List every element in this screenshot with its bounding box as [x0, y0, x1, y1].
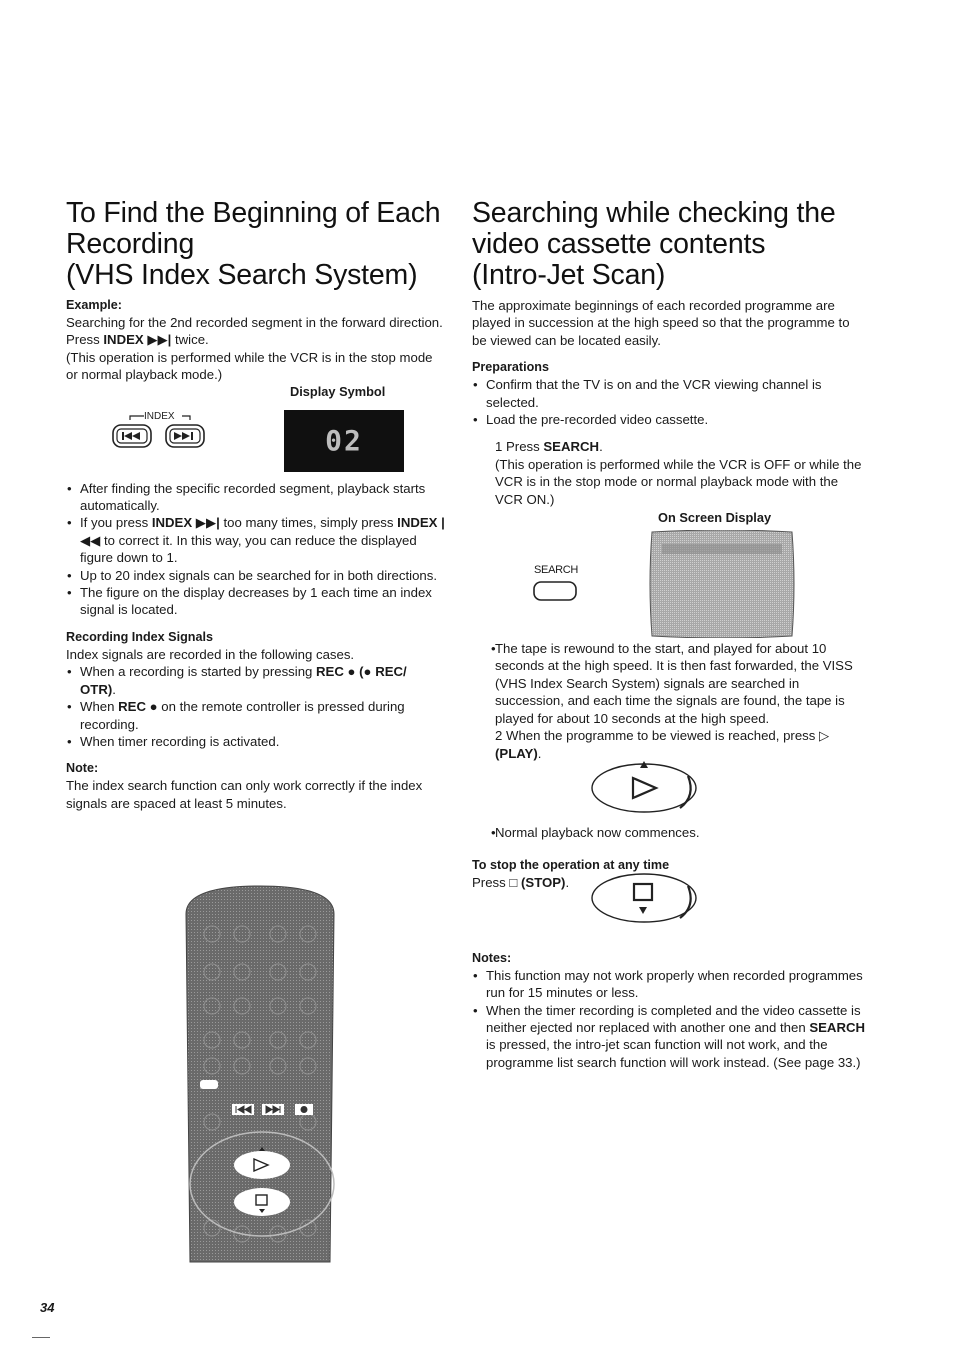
step-2-result: • Normal playback now commences. — [491, 824, 700, 840]
notes-list — [472, 967, 867, 1071]
left-title-line2: Recording — [66, 228, 195, 260]
recording-intro: Index signals are recorded in the following cases. — [66, 646, 355, 662]
search-label: SEARCH — [534, 564, 579, 577]
left-title — [66, 198, 446, 291]
osd-heading: On Screen Display — [658, 510, 772, 526]
list-item: • The figure on the display decreases by 1 each time an index signal is located. — [66, 584, 446, 619]
preparations-list — [472, 376, 867, 428]
example-heading: Example: — [66, 298, 122, 312]
index-label: INDEX — [144, 410, 175, 422]
recording-heading: Recording Index Signals — [66, 629, 213, 644]
list-item: • Up to 20 index signals can be searched for in both directions. — [66, 567, 446, 584]
note-heading: Note: — [66, 761, 99, 776]
press-index-line: Press INDEX ▶▶| twice. — [66, 332, 209, 348]
play-figure — [472, 762, 867, 824]
display-value: 02 — [325, 424, 363, 458]
list-item: • When REC ● on the remote controller is pressed during recording. — [66, 698, 446, 733]
display-symbol-heading: Display Symbol — [290, 383, 386, 399]
intro-text: The approximate beginnings of each recorded programme are played in succession at the high speed so that the programme to be viewed can be located easily. — [472, 298, 850, 348]
right-title-line1: Searching while checking the — [472, 197, 836, 229]
step-1: 1 Press SEARCH. — [495, 439, 603, 455]
list-item: • This function may not work properly when recorded programmes run for 15 minutes or less. — [472, 967, 867, 1002]
index-back-button — [113, 425, 151, 447]
stop-instruction: Press □ (STOP). — [472, 875, 570, 891]
remote-stop-button — [234, 1188, 290, 1216]
list-item: • When timer recording is activated. — [66, 733, 446, 750]
index-buttons — [110, 406, 270, 466]
operation-note: (This operation is performed while the VCR is in the stop mode or normal playback mode.) — [66, 349, 433, 383]
left-title-line1: To Find the Beginning of Each — [66, 197, 441, 229]
right-title-line2: video cassette contents — [472, 228, 766, 260]
osd-screen — [648, 530, 796, 638]
right-title-line3: (Intro-Jet Scan) — [472, 259, 666, 291]
footer-rule — [32, 1337, 50, 1338]
list-item: • When a recording is started by pressing REC ● (● REC/ OTR). — [66, 663, 446, 698]
preparations-heading: Preparations — [472, 360, 549, 375]
list-item: • Confirm that the TV is on and the VCR viewing channel is selected. — [472, 376, 867, 411]
stop-heading: To stop the operation at any time — [472, 858, 670, 873]
list-item: • Load the pre-recorded video cassette. — [472, 411, 867, 428]
stop-figure — [472, 892, 867, 938]
page-number: 34 — [40, 1300, 55, 1315]
index-figure — [66, 384, 446, 472]
display-panel — [284, 410, 404, 472]
list-item: • After finding the specific recorded segment, playback starts automatically. — [66, 480, 446, 515]
step-1-result: • The tape is rewound to the start, and played for about 10 seconds at the high speed. It is then fast forwarded, the VISS (VHS Index Search System) signals are searched in succession, and each time the signals are found, the tape is played for about 10 seconds at the high speed. — [491, 641, 853, 726]
stop-button-icon — [584, 868, 704, 930]
search-button — [532, 580, 582, 604]
example-text: Searching for the 2nd recorded segment in the forward direction. — [66, 315, 443, 330]
list-item: • If you press INDEX ▶▶| too many times, simply press INDEX |◀◀ to correct it. In this way, you can reduce the displayed figure down to 1. — [66, 514, 446, 566]
left-column — [66, 198, 446, 812]
index-forward-button — [166, 425, 204, 447]
index-bullets — [66, 480, 446, 619]
recording-bullets — [66, 663, 446, 750]
notes-heading: Notes: — [472, 950, 512, 965]
list-item: • When the timer recording is completed and the video cassette is neither ejected nor replaced with another one and then SEARCH is pressed, the intro-jet scan function will not work, and the programme list search function will work instead. (See page 33.) — [472, 1002, 867, 1072]
left-title-line3: (VHS Index Search System) — [66, 259, 418, 291]
remote-index-buttons — [232, 1104, 313, 1115]
osd-figure — [472, 508, 867, 640]
step-1-note: (This operation is performed while the VCR is OFF or while the VCR is in the stop mode or normal playback mode with the VCR ON.) — [495, 456, 862, 507]
step-2: 2 When the programme to be viewed is reached, press ▷ (PLAY). — [495, 728, 830, 761]
play-button-icon — [584, 756, 704, 818]
right-column — [472, 198, 867, 1071]
search-button-highlight — [200, 1080, 218, 1089]
remote-control-image — [182, 884, 338, 1266]
right-title — [472, 198, 867, 291]
note-text: The index search function can only work correctly if the index signals are spaced at least 5 minutes. — [66, 778, 423, 811]
